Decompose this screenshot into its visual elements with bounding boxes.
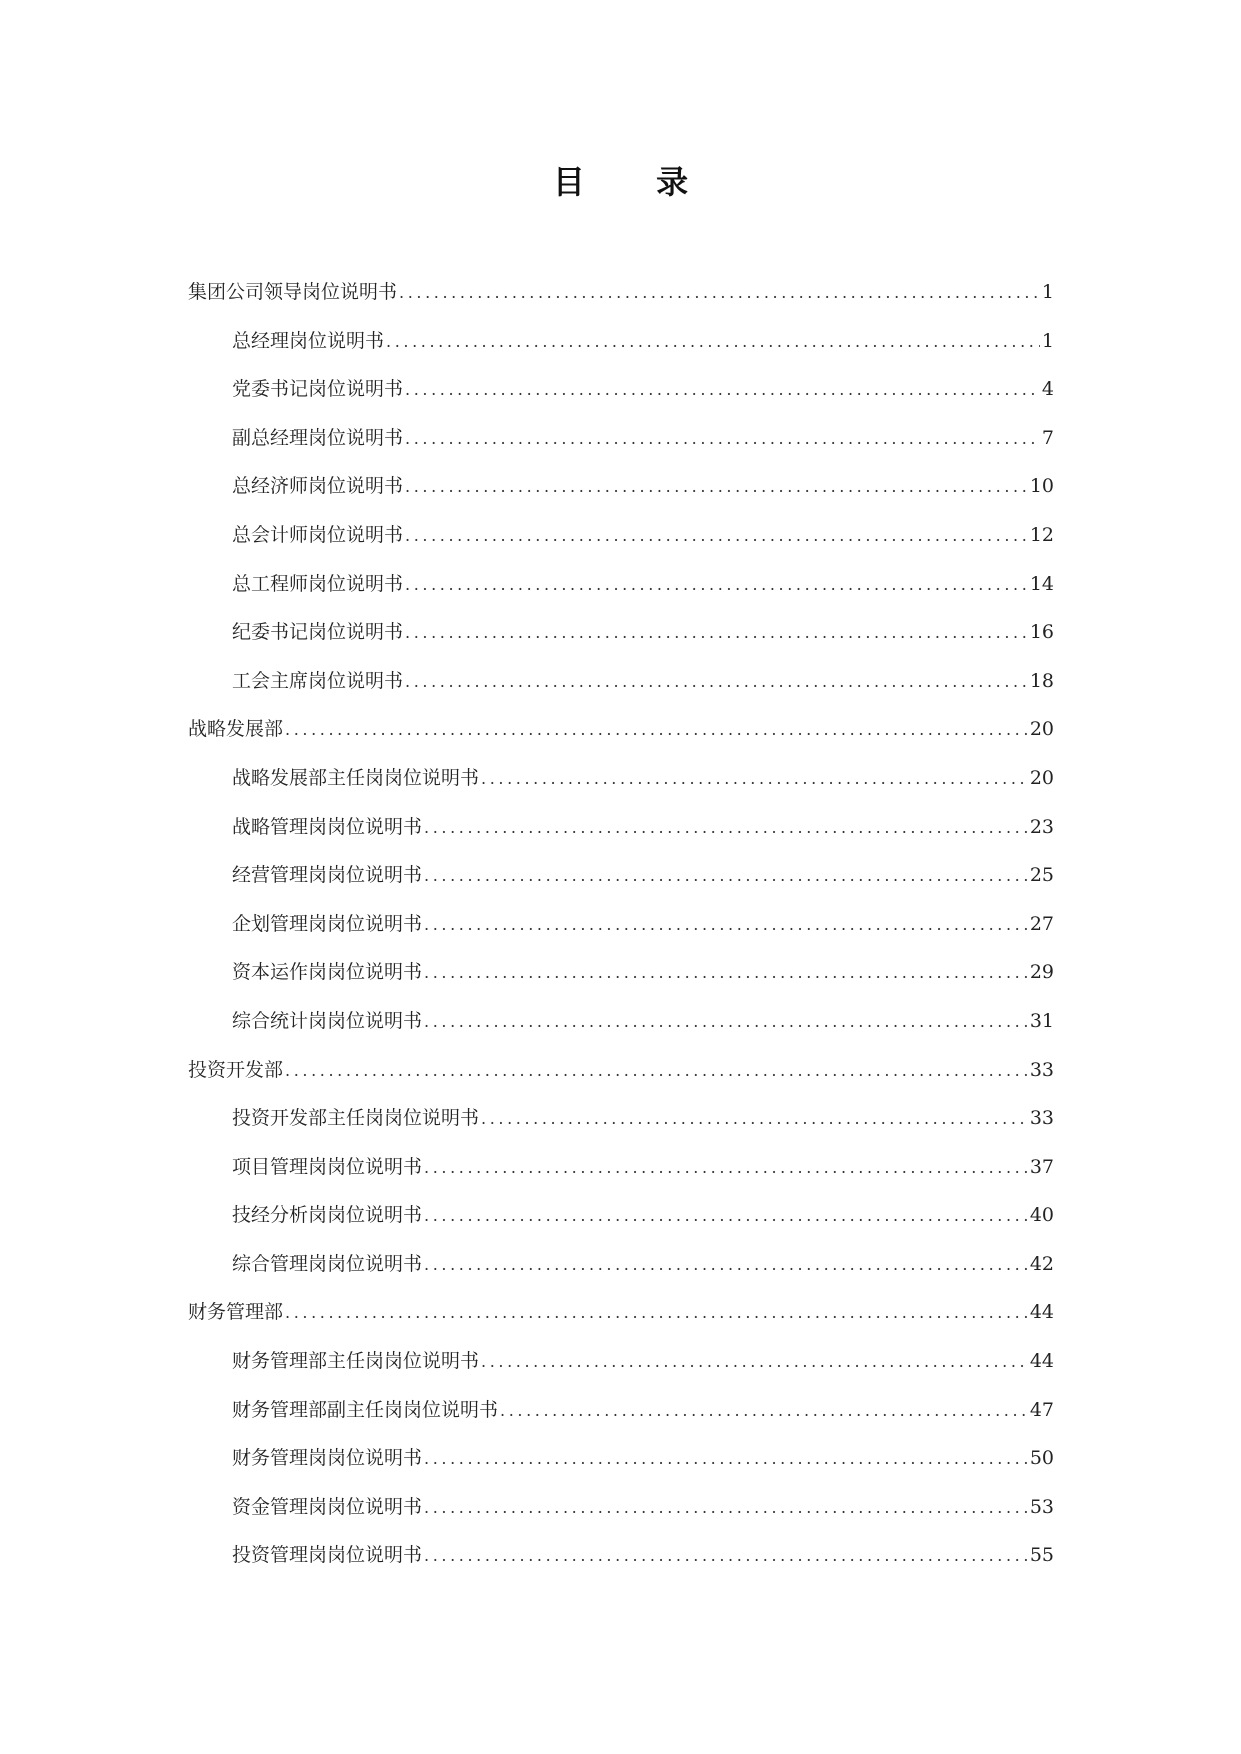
toc-entry-label: 综合统计岗岗位说明书 [232,1009,423,1032]
toc-subsection-entry[interactable] [188,1143,1054,1192]
toc-page-number: 23 [1029,815,1054,838]
toc-entry-label: 资金管理岗岗位说明书 [232,1495,423,1518]
toc-subsection-entry[interactable] [188,1531,1054,1580]
toc-entry-label: 工会主席岗位说明书 [232,669,404,692]
toc-section-entry[interactable] [188,705,1054,754]
toc-entry-label: 战略管理岗岗位说明书 [232,815,423,838]
toc-page-number: 33 [1029,1058,1054,1081]
toc-entry-label: 总工程师岗位说明书 [232,572,404,595]
toc-page-number: 1 [1041,281,1054,303]
toc-entry-label: 技经分析岗岗位说明书 [232,1204,423,1227]
toc-page-number: 53 [1029,1495,1054,1518]
toc-subsection-entry[interactable] [188,1094,1054,1143]
toc-subsection-entry[interactable] [188,657,1054,706]
toc-dot-leader [424,1435,1028,1484]
toc-entry-label: 经营管理岗岗位说明书 [232,864,423,887]
toc-dot-leader [285,1047,1028,1096]
toc-entry-label: 企划管理岗岗位说明书 [232,912,423,935]
toc-entry-label: 投资开发部主任岗岗位说明书 [232,1107,480,1130]
toc-page-number: 20 [1029,718,1054,741]
toc-page-number: 55 [1029,1544,1054,1567]
toc-dot-leader [424,949,1028,998]
toc-entry-label: 总会计师岗位说明书 [232,523,404,546]
toc-page-number: 1 [1041,329,1054,352]
toc-subsection-entry[interactable] [188,754,1054,803]
toc-subsection-entry[interactable] [188,1337,1054,1386]
toc-page-number: 29 [1029,961,1054,984]
toc-entry-label: 总经理岗位说明书 [232,329,385,352]
toc-subsection-entry[interactable] [188,608,1054,657]
toc-dot-leader [405,658,1028,707]
toc-dot-leader [424,1532,1028,1581]
toc-subsection-entry[interactable] [188,414,1054,463]
toc-entry-label: 纪委书记岗位说明书 [232,621,404,644]
toc-section-entry[interactable] [188,1288,1054,1337]
toc-dot-leader [285,706,1028,755]
toc-entry-label: 财务管理岗岗位说明书 [232,1447,423,1470]
toc-entry-label: 财务管理部 [188,1301,284,1324]
toc-entry-label: 综合管理岗岗位说明书 [232,1252,423,1275]
toc-dot-leader [405,415,1040,464]
toc-page-number: 42 [1029,1252,1054,1275]
toc-entry-label: 投资开发部 [188,1058,284,1081]
table-of-contents [188,268,1054,1580]
toc-dot-leader [424,901,1028,950]
toc-dot-leader [424,852,1028,901]
toc-dot-leader [405,561,1028,610]
toc-dot-leader [405,366,1040,415]
toc-entry-label: 集团公司领导岗位说明书 [188,281,398,303]
toc-page-number: 20 [1029,766,1054,789]
toc-entry-label: 投资管理岗岗位说明书 [232,1544,423,1567]
toc-subsection-entry[interactable] [188,317,1054,366]
toc-subsection-entry[interactable] [188,1483,1054,1532]
toc-page-number: 25 [1029,864,1054,887]
toc-entry-label: 财务管理部主任岗岗位说明书 [232,1350,480,1373]
page-title: 目 录 [552,163,719,201]
toc-page-number: 27 [1029,912,1054,935]
toc-dot-leader [481,1095,1028,1144]
toc-section-entry[interactable] [188,1046,1054,1095]
toc-page-number: 7 [1041,426,1054,449]
toc-subsection-entry[interactable] [188,900,1054,949]
toc-entry-label: 党委书记岗位说明书 [232,378,404,401]
toc-entry-label: 战略发展部主任岗岗位说明书 [232,766,480,789]
toc-dot-leader [481,755,1028,804]
toc-page-number: 4 [1041,378,1054,401]
toc-dot-leader [424,1192,1028,1241]
toc-subsection-entry[interactable] [188,365,1054,414]
toc-dot-leader [481,1338,1028,1387]
toc-subsection-entry[interactable] [188,1434,1054,1483]
toc-subsection-entry[interactable] [188,1386,1054,1435]
toc-dot-leader [424,1484,1028,1533]
toc-dot-leader [399,269,1040,318]
toc-dot-leader [405,609,1028,658]
toc-dot-leader [424,804,1028,853]
toc-page-number: 44 [1029,1301,1054,1324]
toc-page-number: 16 [1029,621,1054,644]
toc-entry-label: 项目管理岗岗位说明书 [232,1155,423,1178]
toc-page-number: 12 [1029,523,1054,546]
toc-page-number: 44 [1029,1350,1054,1373]
toc-dot-leader [405,512,1028,561]
toc-entry-label: 总经济师岗位说明书 [232,475,404,498]
toc-page-number: 31 [1029,1009,1054,1032]
toc-dot-leader [285,1289,1028,1338]
toc-section-entry[interactable] [188,268,1054,317]
toc-page-number: 37 [1029,1155,1054,1178]
toc-subsection-entry[interactable] [188,1191,1054,1240]
toc-subsection-entry[interactable] [188,948,1054,997]
toc-entry-label: 财务管理部副主任岗岗位说明书 [232,1398,499,1421]
toc-subsection-entry[interactable] [188,803,1054,852]
toc-subsection-entry[interactable] [188,462,1054,511]
toc-dot-leader [405,463,1028,512]
toc-subsection-entry[interactable] [188,511,1054,560]
toc-subsection-entry[interactable] [188,560,1054,609]
toc-page-number: 47 [1029,1398,1054,1421]
toc-dot-leader [424,1241,1028,1290]
toc-dot-leader [424,1144,1028,1193]
toc-subsection-entry[interactable] [188,1240,1054,1289]
toc-subsection-entry[interactable] [188,997,1054,1046]
toc-dot-leader [500,1387,1028,1436]
toc-page-number: 14 [1029,572,1054,595]
toc-page-number: 40 [1029,1204,1054,1227]
toc-page-number: 33 [1029,1107,1054,1130]
toc-entry-label: 副总经理岗位说明书 [232,426,404,449]
toc-page-number: 18 [1029,669,1054,692]
toc-page-number: 50 [1029,1447,1054,1470]
toc-dot-leader [386,318,1040,367]
toc-entry-label: 战略发展部 [188,718,284,741]
toc-entry-label: 资本运作岗岗位说明书 [232,961,423,984]
toc-dot-leader [424,998,1028,1047]
toc-page-number: 10 [1029,475,1054,498]
toc-subsection-entry[interactable] [188,851,1054,900]
